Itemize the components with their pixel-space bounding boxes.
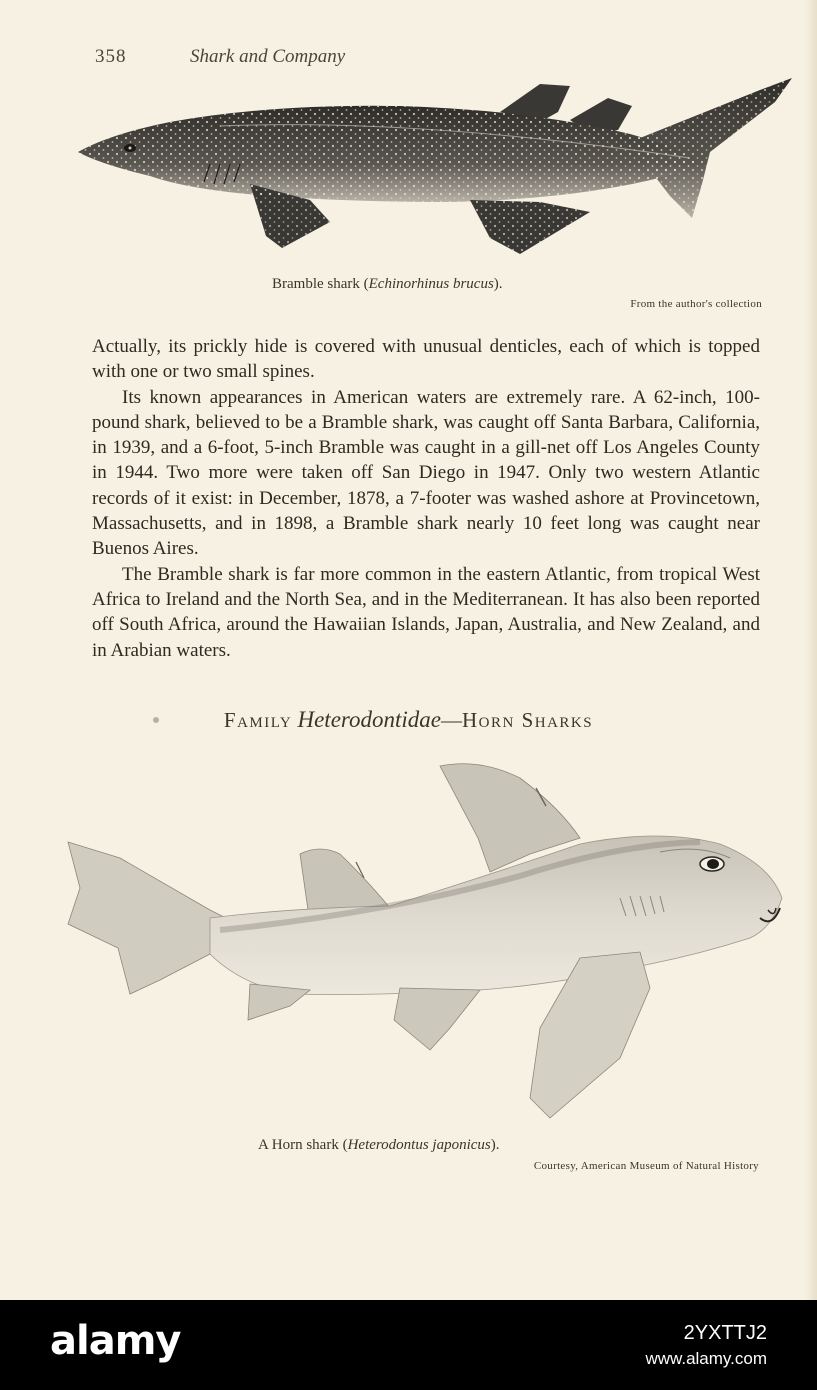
heading-dash: —: [441, 708, 462, 732]
paragraph-1: Actually, its prickly hide is covered with unusual denticles, each of which is topped with one or two small spines.: [92, 336, 760, 383]
horn-shark-illustration: [60, 758, 790, 1128]
bramble-shark-illustration: [70, 72, 800, 262]
running-title: Shark and Company: [190, 46, 346, 67]
figure1-caption-prefix: Bramble shark (: [272, 276, 369, 292]
figure1-caption-species: Echinorhinus brucus: [368, 276, 494, 292]
paragraph-3: The Bramble shark is far more common in the eastern Atlantic, from tropical West Africa to Ireland and the North Sea, and in the Mediterranean. It has also been reported off South Africa, around the Hawaiian Islands, Japan, Australia, and New Zealand, and in Arabian waters.: [92, 563, 760, 661]
image-id: 2YXTTJ2: [683, 1322, 767, 1344]
family-word: Family: [223, 708, 293, 732]
figure1-credit: From the author's collection: [630, 298, 762, 310]
alamy-logo: alamy: [50, 1318, 181, 1364]
figure2-caption-species: Heterodontus japonicus: [347, 1137, 491, 1153]
page-number: 358: [95, 46, 127, 67]
paragraph-2: Its known appearances in American waters are extremely rare. A 62-inch, 100-pound shark, believed to be a Bramble shark, was caught off Santa Barbara, California, in 1939, and a 6-foot, 5-inch Bramble was caught in a gill-net off Los Angeles County in 1944. Two more were taken off San Diego in 1947. Only two western Atlantic records of it exist: in December, 1878, a 7-footer was washed ashore at Provincetown, Massachusetts, and in 1898, a Bramble shark nearly 10 feet long was caught near Buenos Aires.: [92, 386, 760, 560]
figure2-credit: Courtesy, American Museum of Natural History: [533, 1160, 759, 1172]
figure1-caption: [272, 276, 503, 293]
watermark-url: www.alamy.com: [645, 1349, 767, 1368]
page-edge-shadow: [805, 0, 817, 1300]
figure2-caption-prefix: A Horn shark (: [258, 1137, 348, 1153]
figure1-caption-suffix: ).: [493, 276, 503, 292]
running-header: [95, 46, 346, 68]
figure2-caption-suffix: ).: [490, 1137, 500, 1153]
section-heading: [0, 707, 817, 733]
family-name: Heterodontidae: [297, 707, 441, 732]
body-text: [92, 334, 760, 663]
figure2-caption: [258, 1137, 500, 1154]
common-name: Horn Sharks: [462, 708, 594, 732]
